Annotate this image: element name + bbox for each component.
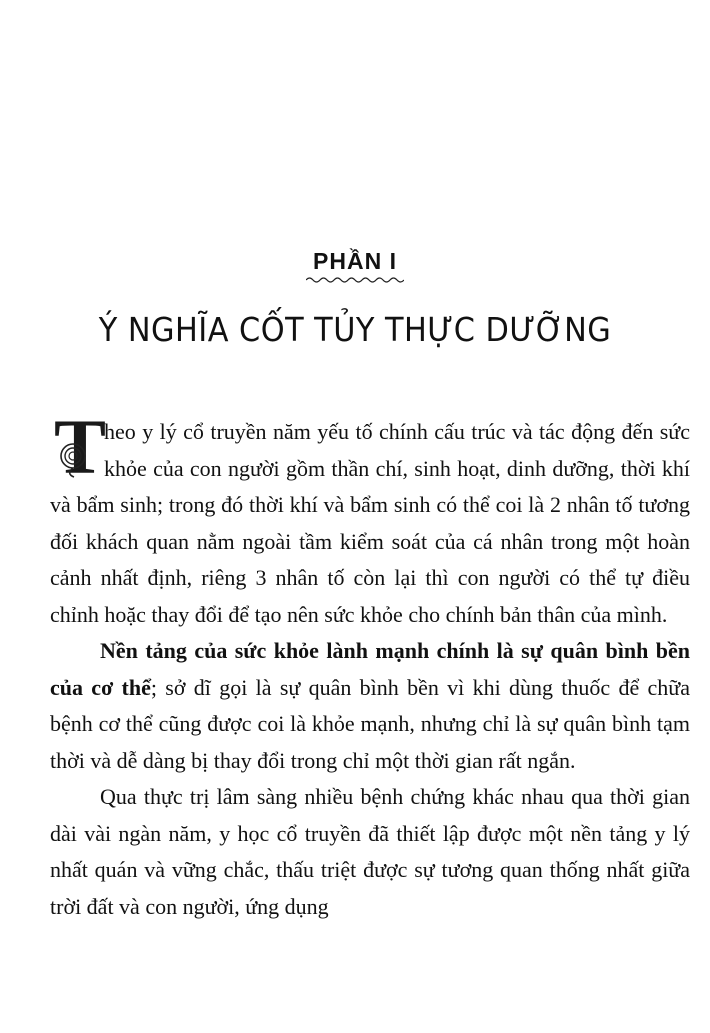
- wavy-underline-decoration: [306, 276, 404, 284]
- paragraph-2: [50, 633, 690, 779]
- drop-cap: [54, 403, 107, 490]
- paragraph-3: [50, 779, 690, 925]
- paragraph-1: [50, 403, 690, 633]
- paragraph-2-bold: Nền tảng của sức khỏe lành mạnh chính là sự quân bình bền của cơ thể: [50, 638, 690, 700]
- body-text: [50, 403, 690, 925]
- drop-cap-letter: T: [54, 403, 107, 490]
- part-title: Ý NGHĨA CỐT TỦY THỰC DƯỠNG: [98, 310, 612, 349]
- paragraph-3-text: Qua thực trị lâm sàng nhiều bệnh chứng khác nhau qua thời gian dài vài ngàn năm, y học cổ truyền đã thiết lập được một nền tảng y lý nhất quán và vững chắc, thấu triệt được sự tương quan thống nhất giữa trời đất và con người, ứng dụng: [50, 784, 690, 919]
- paragraph-2-text: ; sở dĩ gọi là sự quân bình bền vì khi dùng thuốc để chữa bệnh cơ thể cũng được coi là khỏe mạnh, nhưng chỉ là sự quân bình tạm thời và dễ dàng bị thay đổi trong chỉ một thời gian rất ngắn.: [50, 674, 690, 773]
- drop-cap-swirl-ornament: [60, 434, 90, 478]
- part-label: PHẦN I: [313, 248, 397, 274]
- paragraph-1-text: heo y lý cổ truyền năm yếu tố chính cấu trúc và tác động đến sức khỏe của con người gồm thần chí, sinh hoạt, dinh dưỡng, thời khí và bẩm sinh; trong đó thời khí và bẩm sinh có thể coi là 2 nhân tố tương đối khách quan nằm ngoài tầm kiểm soát của cá nhân trong một hoàn cảnh nhất định, riêng 3 nhân tố còn lại thì con người có thể tự điều chỉnh hoặc thay đổi để tạo nên sức khỏe cho chính bản thân của mình.: [50, 419, 690, 627]
